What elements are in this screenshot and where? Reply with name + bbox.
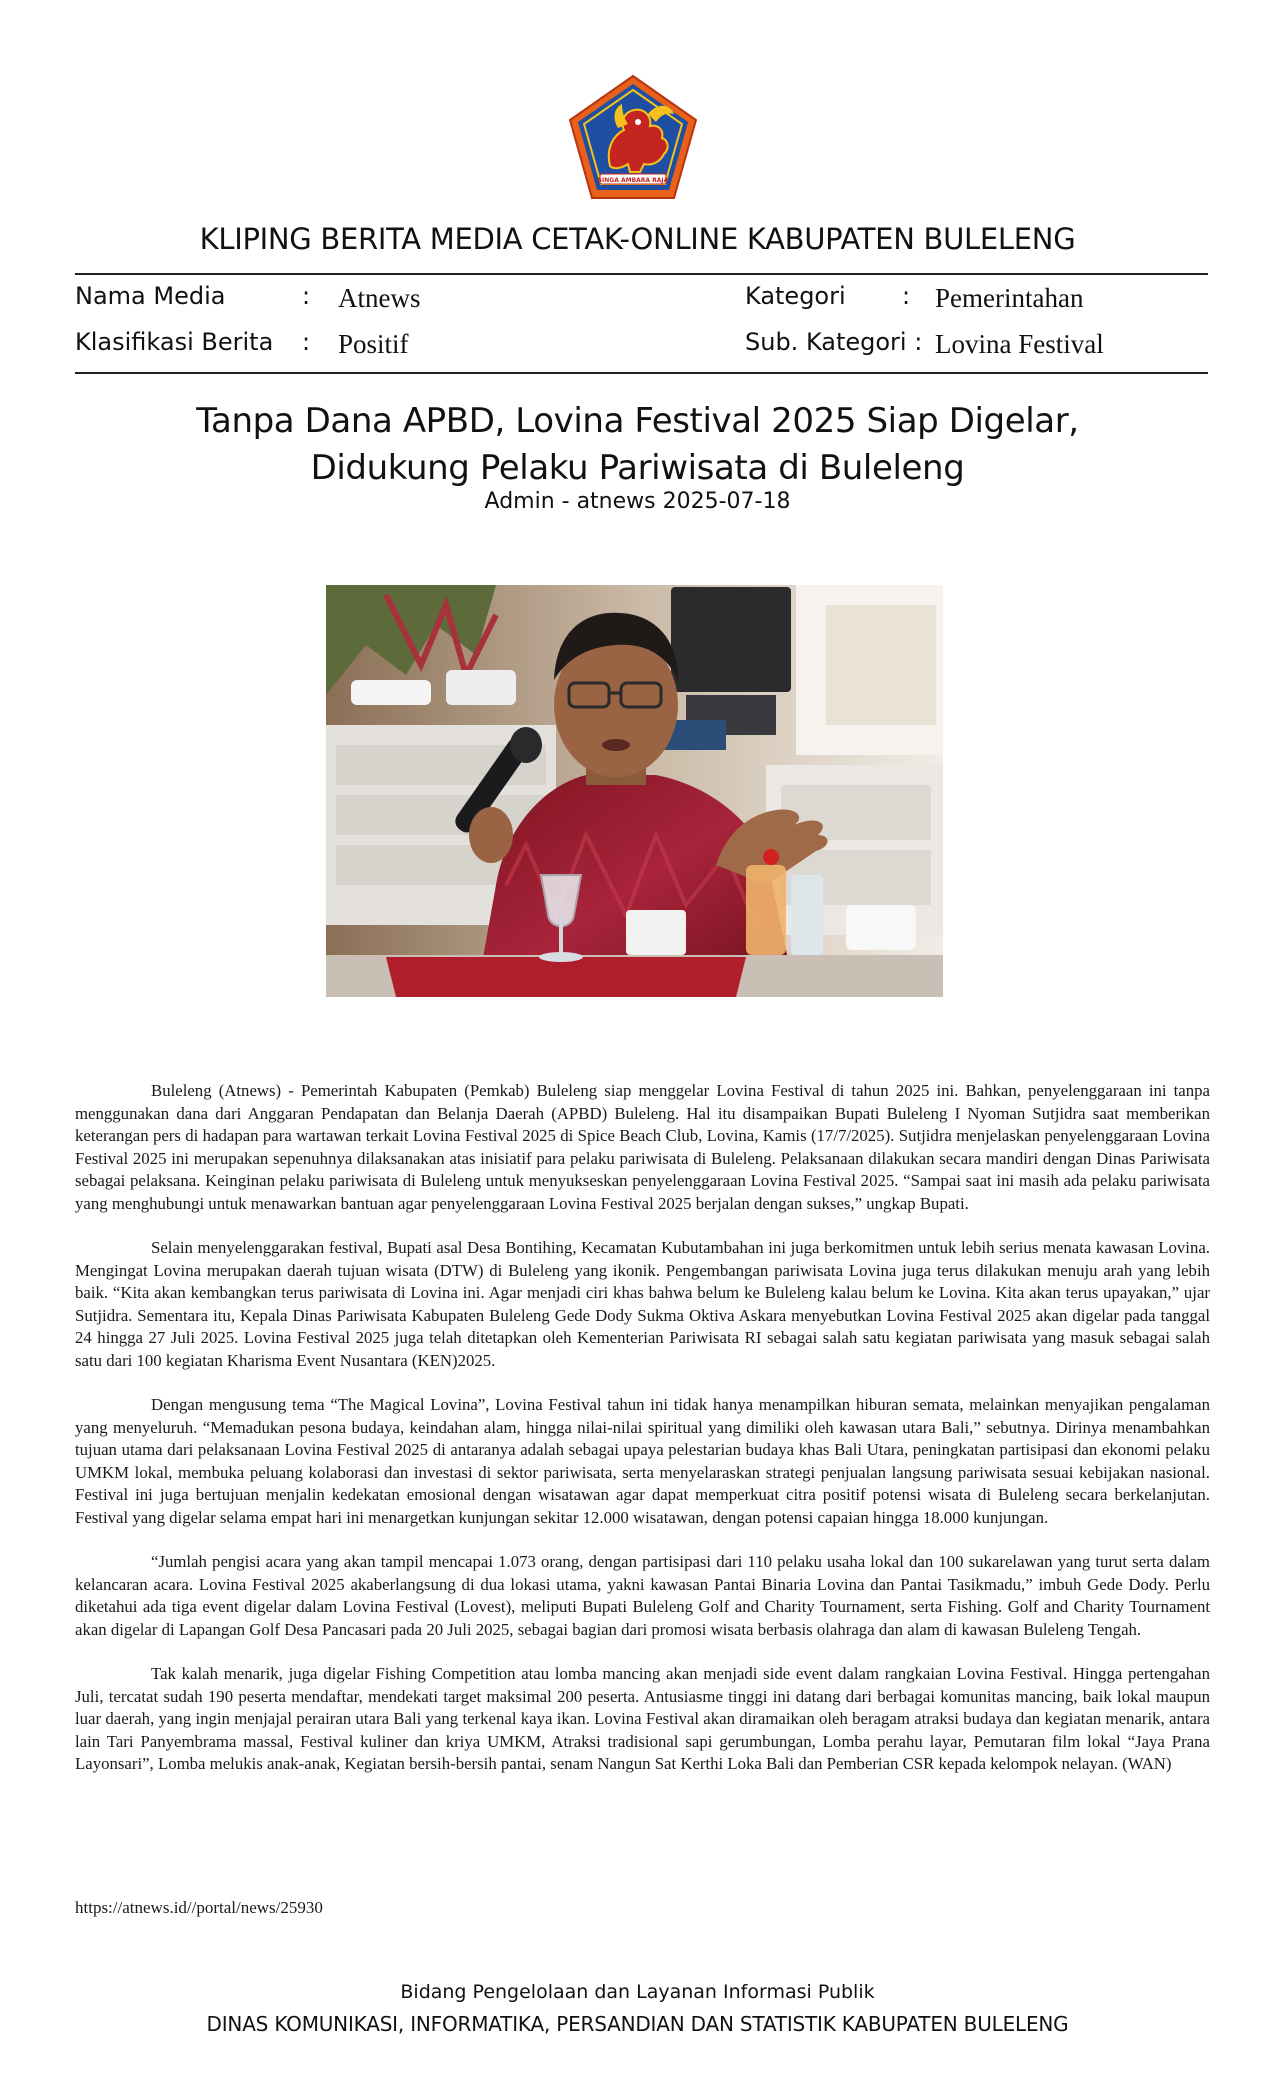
header-divider-top (75, 273, 1208, 275)
article-paragraph: Buleleng (Atnews) - Pemerintah Kabupaten (Pemkab) Buleleng siap menggelar Lovina Festival di tahun 2025 ini. Bahkan, penyelenggaraan ini tanpa menggunakan dana dari Anggaran Pendapatan dan Belanja Daerah (APBD) Buleleng. Hal itu disampaikan Bupati Buleleng I Nyoman Sutjidra saat memberikan keterangan pers di hadapan para wartawan terkait Lovina Festival 2025 di Spice Beach Club, Lovina, Kamis (17/7/2025). Sutjidra menjelaskan penyelenggaraan Lovina Festival 2025 ini merupakan sepenuhnya dilaksanakan atas inisiatif para pelaku pariwisata di Buleleng. Pelaksanaan dilakukan secara mandiri dengan Dinas Pariwisata sebagai pelaksana. Keinginan pelaku pariwisata di Buleleng untuk menyukseskan penyelenggaraan Lovina Festival 2025. “Sampai saat ini masih ada pelaku pariwisata yang menghubungi untuk menawarkan bantuan agar penyelenggaraan Lovina Festival 2025 berjalan dengan sukses,” ungkap Bupati. (75, 1081, 1210, 1213)
header-divider-bottom (75, 372, 1208, 374)
svg-text:SINGA AMBARA RAJA: SINGA AMBARA RAJA (597, 177, 669, 184)
source-url-link[interactable]: https://atnews.id//portal/news/25930 (75, 1898, 323, 1917)
classification-label: Klasifikasi Berita (75, 328, 274, 356)
category-value: Pemerintahan (935, 283, 1084, 313)
category-label: Kategori (745, 282, 846, 310)
classification-colon: : (302, 328, 311, 356)
article-photo (326, 585, 943, 997)
article-title-line-2: Didukung Pelaku Pariwisata di Buleleng (310, 448, 965, 488)
article-paragraph: Tak kalah menarik, juga digelar Fishing Competition atau lomba mancing akan menjadi side event dalam rangkaian Lovina Festival. Hingga pertengahan Juli, tercatat sudah 190 peserta mendaftar, mendekati target maksimal 200 peserta. Antusiasme tinggi ini datang dari berbagai komunitas mancing, baik lokal maupun luar daerah, yang ingin menjajal perairan utara Bali yang terkenal kaya ikan. Lovina Festival akan diramaikan oleh beragam atraksi budaya dan kegiatan menarik, antara lain Tari Panyembrama massal, Festival kuliner dan kriya UMKM, Atraksi tradisional sapi gerumbungan, Lomba perahu layar, Pemutaran film lokal “Jaya Prana Layonsari”, Lomba melukis anak-anak, Kegiatan bersih-bersih pantai, senam Nangun Sat Kerthi Loka Bali dan Pemberian CSR kepada kelompok nelayan. (WAN) (75, 1664, 1210, 1773)
category-colon: : (902, 282, 911, 310)
singa-ambara-raja-crest-icon (566, 74, 700, 202)
media-name-colon: : (302, 282, 311, 310)
article-byline: Admin - atnews 2025-07-18 (484, 489, 791, 514)
article-title-line-1: Tanpa Dana APBD, Lovina Festival 2025 Siap Digelar, (196, 401, 1079, 441)
subcategory-label: Sub. Kategori : (745, 328, 923, 356)
article-paragraph: Dengan mengusung tema “The Magical Lovina”, Lovina Festival tahun ini tidak hanya menampilkan hiburan semata, melainkan menyajikan pengalaman yang menyeluruh. “Memadukan pesona budaya, keindahan alam, hingga nilai-nilai spiritual yang dimiliki oleh kawasan utara Bali,” sebutnya. Dirinya menambahkan tujuan utama dari pelaksanaan Lovina Festival 2025 di antaranya adalah sebagai upaya pelestarian budaya khas Bali Utara, peningkatan partisipasi dan ekonomi pelaku UMKM lokal, membuka peluang kolaborasi dan investasi di sektor pariwisata, serta menyelaraskan strategi penjualan langsung pariwisata sesuai kebijakan nasional. Festival ini juga bertujuan menjalin kedekatan emosional dengan wisatawan agar dapat memperkuat citra positif potensi wisata di Buleleng secara berkelanjutan. Festival yang digelar selama empat hari ini menargetkan kunjungan sekitar 12.000 wisatawan, dengan potensi capaian hingga 18.000 kunjungan. (75, 1395, 1210, 1527)
media-name-value: Atnews (338, 283, 421, 313)
footer-agency: DINAS KOMUNIKASI, INFORMATIKA, PERSANDIAN DAN STATISTIK KABUPATEN BULELENG (206, 2012, 1069, 2036)
article-paragraph: “Jumlah pengisi acara yang akan tampil mencapai 1.073 orang, dengan partisipasi dari 110 pelaku usaha lokal dan 100 sukarelawan yang turut serta dalam kelancaran acara. Lovina Festival 2025 akaberlangsung di dua lokasi utama, yakni kawasan Pantai Binaria Lovina dan Pantai Tasikmadu,” imbuh Gede Dody. Perlu diketahui ada tiga event digelar dalam Lovina Festival (Lovest), meliputi Bupati Buleleng Golf and Charity Tournament, serta Fishing. Golf and Charity Tournament akan digelar di Lapangan Golf Desa Pancasari pada 20 Juli 2025, sebagai bagian dari promosi wisata berbasis olahraga dan alam di kawasan Buleleng Tengah. (75, 1552, 1210, 1639)
document-header-title: KLIPING BERITA MEDIA CETAK-ONLINE KABUPATEN BULELENG (199, 222, 1076, 256)
footer-department: Bidang Pengelolaan dan Layanan Informasi Publik (400, 1981, 875, 2003)
article-title (0, 398, 1275, 492)
article-body (75, 1080, 1210, 1798)
classification-value: Positif (338, 329, 409, 359)
media-name-label: Nama Media (75, 282, 226, 310)
subcategory-value: Lovina Festival (935, 329, 1104, 359)
article-paragraph: Selain menyelenggarakan festival, Bupati asal Desa Bontihing, Kecamatan Kubutambahan ini juga berkomitmen untuk lebih serius menata kawasan Lovina. Mengingat Lovina merupakan daerah tujuan wisata (DTW) di Buleleng yang ikonik. Pengembangan pariwisata Lovina juga terus dilakukan menuju arah yang lebih baik. “Kita akan kembangkan terus pariwisata di Lovina ini. Agar menjadi ciri khas bahwa belum ke Buleleng kalau belum ke Lovina. Kita akan terus upayakan,” ujar Sutjidra. Sementara itu, Kepala Dinas Pariwisata Kabupaten Buleleng Gede Dody Sukma Oktiva Askara menyebutkan Lovina Festival 2025 akan digelar pada tanggal 24 hingga 27 Juli 2025. Lovina Festival 2025 juga telah ditetapkan oleh Kementerian Pariwisata RI sebagai salah satu kegiatan pariwisata yang masuk sebagai salah satu dari 100 kegiatan Kharisma Event Nusantara (KEN)2025. (75, 1238, 1210, 1370)
